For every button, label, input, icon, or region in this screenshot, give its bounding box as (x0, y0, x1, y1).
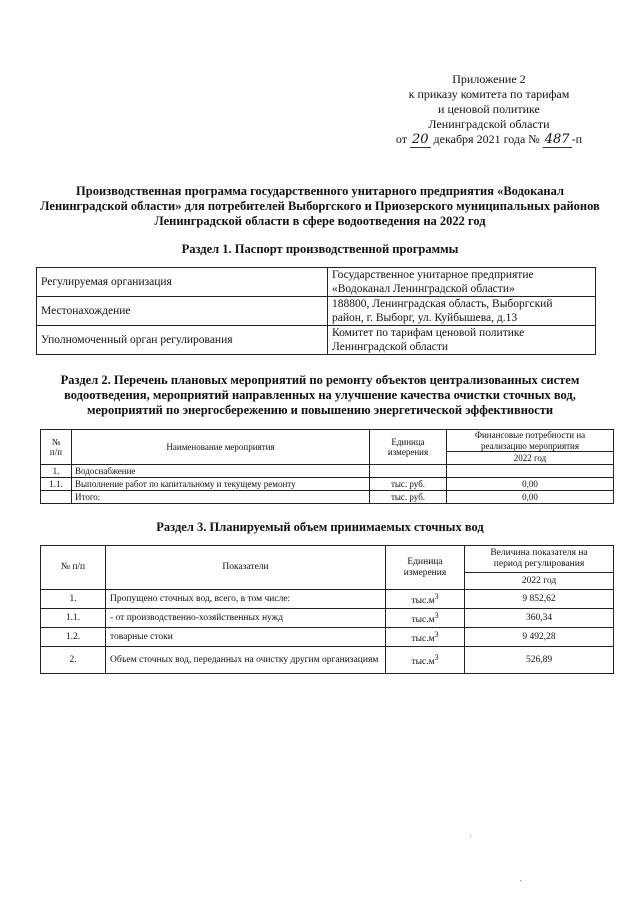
table-row (41, 478, 614, 491)
section2-heading-line: мероприятий по энергосбережению и повышению энергетической эффективности (86, 403, 554, 417)
title-line-1: Производственная программа государственного унитарного предприятия «Водоканал (76, 184, 564, 198)
passport-value (328, 297, 596, 326)
cell-name: - от производственно-хозяйственных нужд (106, 609, 386, 628)
cell-value: 9 852,62 (465, 590, 614, 609)
cell-name: Выполнение работ по капитальному и текущему ремонту (72, 478, 370, 491)
cell-unit (386, 590, 465, 609)
section2-heading (20, 373, 620, 418)
appendix-line-3: и ценовой политике (438, 102, 540, 116)
header-num-line: п/п (49, 447, 63, 457)
appendix-header (396, 72, 582, 147)
date-prefix: от (395, 132, 407, 146)
header-unit-line: Единица (391, 436, 425, 447)
passport-value (328, 326, 596, 355)
appendix-line-4: Ленинградской области (428, 117, 550, 131)
table-row (41, 628, 614, 647)
table-row (37, 326, 596, 355)
cell-value (447, 465, 614, 478)
header-unit (370, 430, 447, 465)
appendix-line-2: к приказу комитета по тарифам (408, 87, 570, 101)
header-value-line: период регулирования (493, 559, 585, 569)
cell-unit (386, 609, 465, 628)
cell-num: 1.1. (41, 478, 72, 491)
table-header-row (41, 430, 614, 452)
cell-num (41, 491, 72, 504)
date-day-handwritten: 20 (412, 132, 429, 147)
section1-heading: Раздел 1. Паспорт производственной программы (181, 242, 459, 256)
section2-heading-line: Раздел 2. Перечень плановых мероприятий по ремонту объектов централизованных систем (60, 373, 580, 387)
table-row (41, 590, 614, 609)
cell-num: 1. (41, 590, 106, 609)
header-num (41, 430, 72, 465)
header-name: Наименование мероприятия (72, 430, 370, 465)
table-row (37, 268, 596, 297)
passport-value-line: район, г. Выборг, ул. Куйбышева, д.13 (332, 312, 518, 324)
cell-unit: тыс. руб. (370, 478, 447, 491)
scan-speck (470, 835, 471, 836)
section3-heading: Раздел 3. Планируемый объем принимаемых сточных вод (156, 520, 484, 534)
document-title (28, 184, 612, 229)
header-finance-line: Финансовые потребности на (474, 430, 586, 440)
table-row (41, 465, 614, 478)
header-unit-line: измерения (403, 567, 447, 578)
appendix-line-1: Приложение 2 (452, 72, 526, 86)
table-header-row (41, 546, 614, 573)
unit-text: тыс.м (411, 634, 435, 645)
order-number-handwritten: 487 (544, 132, 570, 147)
passport-value-line: «Водоканал Ленинградской области» (332, 283, 515, 295)
header-name: Показатели (106, 546, 386, 590)
activities-table (40, 429, 614, 504)
unit-superscript: 3 (434, 610, 439, 620)
cell-num: 1. (41, 465, 72, 478)
title-line-3: Ленинградской области в сфере водоотведения на 2022 год (154, 214, 486, 228)
unit-text: тыс.м (411, 615, 435, 626)
passport-value-line: Государственное унитарное предприятие (332, 269, 534, 281)
header-unit-line: измерения (387, 447, 429, 457)
cell-name: Объем сточных вод, переданных на очистку другим организациям (106, 647, 386, 674)
header-value (465, 546, 614, 573)
cell-value: 9 492,28 (465, 628, 614, 647)
title-line-2: Ленинградской области» для потребителей Выборгского и Приозерского муниципальных районов (40, 199, 600, 213)
header-year: 2022 год (447, 452, 614, 465)
order-suffix: -п (571, 132, 582, 146)
cell-name: Водоснабжение (72, 465, 370, 478)
cell-value: 526,89 (465, 647, 614, 674)
cell-name: товарные стоки (106, 628, 386, 647)
header-unit-line: Единица (407, 556, 443, 567)
header-num: № п/п (41, 546, 106, 590)
passport-label: Местонахождение (37, 297, 328, 326)
passport-value (328, 268, 596, 297)
cell-name: Итого: (72, 491, 370, 504)
cell-unit: тыс. руб. (370, 491, 447, 504)
header-unit (386, 546, 465, 590)
passport-value-line: Комитет по тарифам ценовой политике (332, 327, 525, 339)
header-year: 2022 год (465, 573, 614, 590)
cell-unit (370, 465, 447, 478)
header-finance-line: реализацию мероприятия (481, 440, 579, 451)
table-row (41, 609, 614, 628)
cell-unit (386, 647, 465, 674)
scan-speck (520, 880, 521, 881)
passport-table (36, 267, 596, 355)
passport-label: Регулируемая организация (37, 268, 328, 297)
passport-value-line: 188800, Ленинградская область, Выборгский (332, 298, 553, 310)
unit-superscript: 3 (434, 629, 439, 639)
passport-label: Уполномоченный орган регулирования (37, 326, 328, 355)
cell-unit (386, 628, 465, 647)
header-finance (447, 430, 614, 452)
unit-superscript: 3 (434, 652, 439, 662)
table-row (41, 491, 614, 504)
header-value-line: Величина показателя на (490, 548, 588, 558)
header-num-line: № (51, 436, 61, 447)
cell-num: 2. (41, 647, 106, 674)
section2-heading-line: водоотведения, мероприятий направленных на улучшение качества очистки сточных вод, (64, 388, 576, 402)
unit-text: тыс.м (411, 596, 435, 607)
date-mid: декабря 2021 года № (433, 132, 540, 146)
cell-value: 0,00 (447, 478, 614, 491)
cell-num: 1.2. (41, 628, 106, 647)
unit-superscript: 3 (434, 591, 439, 601)
wastewater-table (40, 545, 614, 674)
appendix-date-line (396, 132, 582, 147)
cell-value: 360,34 (465, 609, 614, 628)
cell-num: 1.1. (41, 609, 106, 628)
cell-name: Пропущено сточных вод, всего, в том числе: (106, 590, 386, 609)
unit-text: тыс.м (411, 657, 435, 668)
table-row (37, 297, 596, 326)
cell-value: 0,00 (447, 491, 614, 504)
table-row (41, 647, 614, 674)
passport-value-line: Ленинградской области (332, 341, 449, 353)
